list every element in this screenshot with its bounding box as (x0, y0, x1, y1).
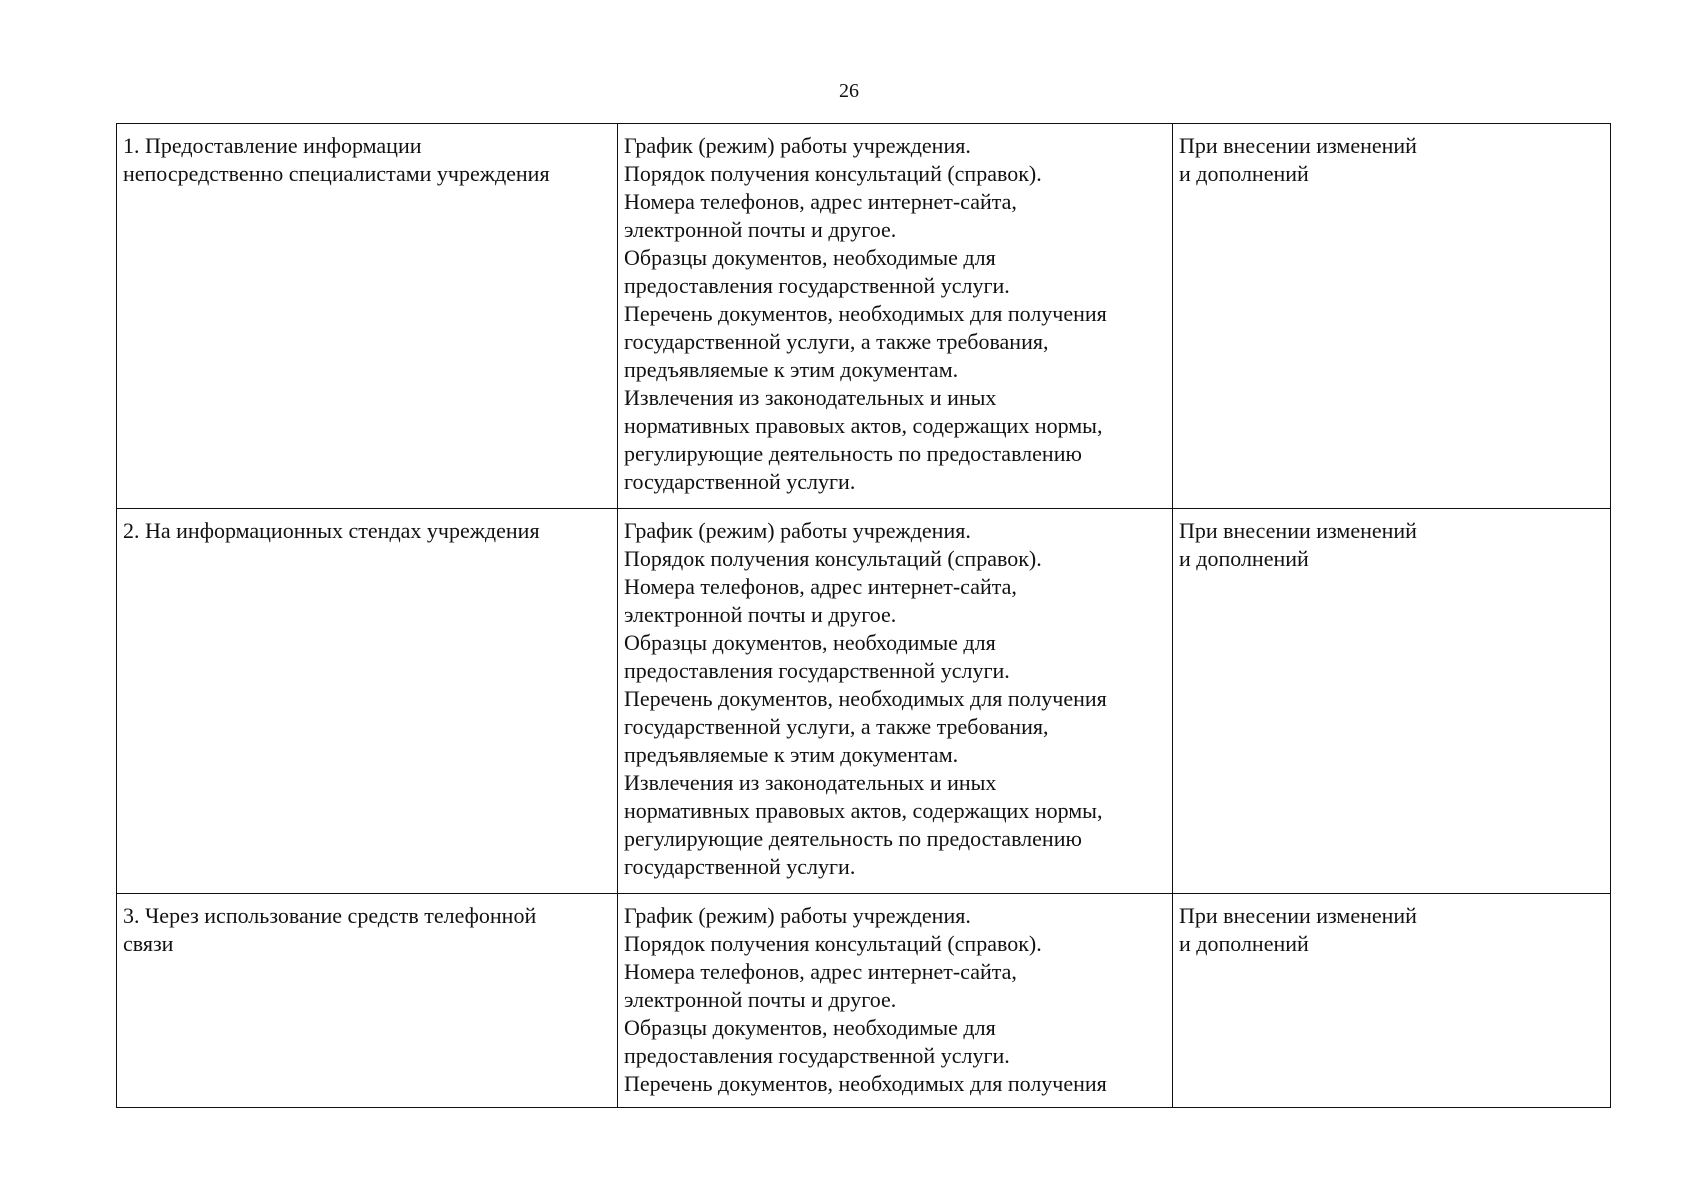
content-line: предоставления государственной услуги. (624, 273, 1010, 298)
frequency-line: и дополнений (1179, 161, 1309, 186)
frequency-line: При внесении изменений (1179, 133, 1417, 158)
content-line: Перечень документов, необходимых для получения (624, 1071, 1107, 1096)
content-line: Извлечения из законодательных и иных (624, 385, 997, 410)
content-line: Порядок получения консультаций (справок). (624, 546, 1042, 571)
content-line: электронной почты и другое. (624, 602, 897, 627)
method-line: 1. Предоставление информации (123, 133, 422, 158)
content-line: государственной услуги. (624, 854, 856, 879)
content-line: государственной услуги, а также требования, (624, 714, 1049, 739)
frequency-line: и дополнений (1179, 546, 1309, 571)
content-line: государственной услуги. (624, 469, 856, 494)
content-line: предъявляемые к этим документам. (624, 357, 959, 382)
method-line: 2. На информационных стендах учреждения (123, 518, 540, 543)
frequency-line: При внесении изменений (1179, 518, 1417, 543)
content-line: регулирующие деятельность по предоставлению (624, 826, 1082, 851)
content-line: Образцы документов, необходимые для (624, 630, 996, 655)
content-line: Порядок получения консультаций (справок). (624, 931, 1042, 956)
content-line: электронной почты и другое. (624, 987, 897, 1012)
frequency-line: При внесении изменений (1179, 903, 1417, 928)
content-line: предоставления государственной услуги. (624, 658, 1010, 683)
content-line: График (режим) работы учреждения. (624, 518, 971, 543)
content-line: Извлечения из законодательных и иных (624, 770, 997, 795)
content-line: Перечень документов, необходимых для получения (624, 686, 1107, 711)
content-line: нормативных правовых актов, содержащих нормы, (624, 413, 1103, 438)
method-cell (117, 124, 618, 509)
frequency-cell (1173, 894, 1611, 1108)
content-line: Номера телефонов, адрес интернет-сайта, (624, 574, 1017, 599)
method-cell (117, 509, 618, 894)
content-line: Образцы документов, необходимые для (624, 1015, 996, 1040)
content-cell (618, 509, 1173, 894)
frequency-line: и дополнений (1179, 931, 1309, 956)
content-line: предоставления государственной услуги. (624, 1043, 1010, 1068)
content-line: График (режим) работы учреждения. (624, 903, 971, 928)
content-line: нормативных правовых актов, содержащих нормы, (624, 798, 1103, 823)
content-line: Номера телефонов, адрес интернет-сайта, (624, 189, 1017, 214)
content-line: регулирующие деятельность по предоставлению (624, 441, 1082, 466)
table-row (117, 894, 1611, 1108)
method-line: непосредственно специалистами учреждения (123, 161, 550, 186)
method-line: связи (123, 931, 174, 956)
content-cell (618, 894, 1173, 1108)
content-line: Номера телефонов, адрес интернет-сайта, (624, 959, 1017, 984)
frequency-cell (1173, 509, 1611, 894)
content-line: Образцы документов, необходимые для (624, 245, 996, 270)
content-line: График (режим) работы учреждения. (624, 133, 971, 158)
page-number: 26 (839, 80, 859, 102)
content-line: Перечень документов, необходимых для получения (624, 301, 1107, 326)
method-line: 3. Через использование средств телефонной (123, 903, 537, 928)
content-line: государственной услуги, а также требования, (624, 329, 1049, 354)
frequency-cell (1173, 124, 1611, 509)
table-row (117, 124, 1611, 509)
table-row (117, 509, 1611, 894)
content-line: предъявляемые к этим документам. (624, 742, 959, 767)
content-line: Порядок получения консультаций (справок). (624, 161, 1042, 186)
info-table (116, 123, 1611, 1108)
content-line: электронной почты и другое. (624, 217, 897, 242)
method-cell (117, 894, 618, 1108)
content-cell (618, 124, 1173, 509)
